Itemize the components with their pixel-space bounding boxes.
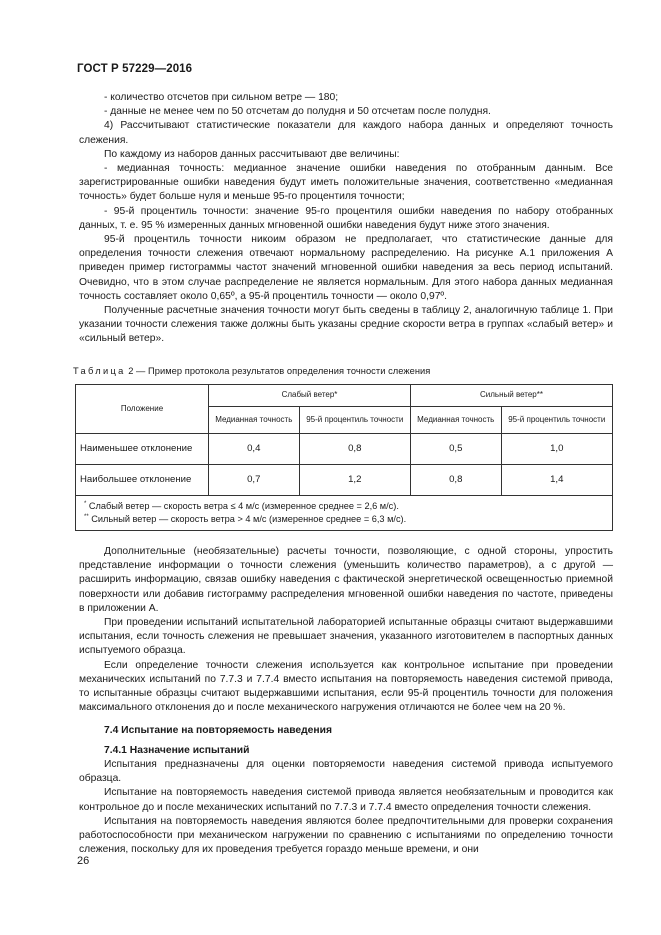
paragraph: Полученные расчетные значения точности могут быть сведены в таблицу 2, аналогичную таблице 1. При указании точности слежения также должны быть указаны средние скорости ветра в группах «слабый ветер» и «сильный ветер». xyxy=(79,305,613,345)
list-item: - данные не менее чем по 50 отсчетам до полудня и 50 отсчетам после полудня. xyxy=(104,106,491,118)
table-caption xyxy=(73,364,613,378)
footnote-text: Слабый ветер — скорость ветра ≤ 4 м/с (измеренное среднее = 2,6 м/с). xyxy=(86,500,399,511)
table-cell: 0,5 xyxy=(410,433,501,464)
table-row xyxy=(76,433,613,464)
row-label: Наименьшее отклонение xyxy=(76,433,209,464)
table-caption-text: 2 — Пример протокола результатов определения точности слежения xyxy=(125,365,431,376)
table-cell: 1,0 xyxy=(501,433,612,464)
list-item: - количество отсчетов при сильном ветре — 180; xyxy=(104,92,339,103)
table-cell: 1,4 xyxy=(501,464,612,495)
paragraph: Если определение точности слежения используется как контрольное испытание при проведении механических испытаний по 7.7.3 и 7.7.4 вместо испытания на повторяемость наведения системой привода, то испытанные образцы считают выдержавшими испытания, если 95-й процентиль точности для положения максимального отклонения до и после механического нагружения отличаются не более чем на 20 %. xyxy=(79,659,613,714)
page-body xyxy=(73,91,613,857)
row-label: Наибольшее отклонение xyxy=(76,464,209,495)
paragraph: Испытание на повторяемость наведения системой привода является необязательным и проводится как контрольное до и после механических испытаний по 7.7.3 и 7.7.4 вместо определения точности слежения. xyxy=(79,787,613,813)
footnote-mark: ** xyxy=(84,514,89,521)
table-footnote xyxy=(84,512,604,526)
column-header-p95: 95-й процентиль точности xyxy=(299,406,410,433)
paragraph: 95-й процентиль точности никоим образом не предполагает, что статистические данные для определения точности слежения отвечают нормальному распределению. На рисунке А.1 приложения А приведен пример гистограммы частот значений мгновенной ошибки наведения за весь период испытаний. Очевидно, что в этом случае распределение не является нормальным. Для этого набора данных медианная точность составляет около 0,65º, а 95-й процентиль точности — около 0,97º. xyxy=(79,234,613,302)
column-group-weak-wind: Слабый ветер* xyxy=(209,384,411,406)
footnote-mark: * xyxy=(84,500,87,507)
table-notes-row xyxy=(76,495,613,530)
table-header-row xyxy=(76,384,613,406)
table-cell: 0,4 xyxy=(209,433,300,464)
column-header-median: Медианная точность xyxy=(209,406,300,433)
table-caption-prefix: Таблица xyxy=(73,365,126,376)
paragraph: Испытания на повторяемость наведения являются более предпочтительными для проверки сохранения работоспособности при механическом нагружении по сравнению с испытаниями по определению точности слежения, поскольку для их проведения требуется гораздо меньше времени, и они xyxy=(79,815,613,856)
list-item: - медианная точность: медианное значение ошибки наведения по отобранным данным. Все зарегистрированные ошибки наведения будут иметь положительные значения, соответственно «медианная точность» будет больше нуля и меньше 95-го процентиля точности; xyxy=(79,163,613,203)
table-cell: 1,2 xyxy=(299,464,410,495)
table-cell: 0,7 xyxy=(209,464,300,495)
section-heading: 7.4 Испытание на повторяемость наведения xyxy=(104,725,332,737)
table-notes xyxy=(76,495,613,530)
document-header: ГОСТ Р 57229—2016 xyxy=(77,63,193,75)
list-item: - 95-й процентиль точности: значение 95-го процентиля ошибки наведения по набору отобранных данных, т. е. 95 % измеренных данных мгновенной ошибки наведения будут ниже этого значения. xyxy=(79,205,613,231)
table-row xyxy=(76,464,613,495)
footnote-text: Сильный ветер — скорость ветра > 4 м/с (измеренное среднее = 6,3 м/с). xyxy=(88,514,407,525)
column-header-p95: 95-й процентиль точности xyxy=(501,406,612,433)
page-number: 26 xyxy=(77,855,90,867)
paragraph: При проведении испытаний испытательной лабораторией испытанные образцы считают выдержавшими испытания, если точность слежения не превышает значения, указанного изготовителем в паспортных данных испытуемого образца. xyxy=(79,617,613,657)
paragraph: 4) Рассчитывают статистические показатели для каждого набора данных и определяют точность слежения. xyxy=(79,120,613,146)
column-group-strong-wind: Сильный ветер** xyxy=(410,384,612,406)
paragraph: Дополнительные (необязательные) расчеты точности, позволяющие, с одной стороны, упростить представление информации о точности слежения (уменьшить количество параметров), а с другой — расширить информацию, связав ошибку наведения с фактической энергетической освещенностью приемной поверхности или добавив гистограмму распределения мгновенной ошибки наведения по частоте, приведены в приложении А. xyxy=(79,546,613,614)
column-header-median: Медианная точность xyxy=(410,406,501,433)
subsection-heading: 7.4.1 Назначение испытаний xyxy=(104,744,250,756)
paragraph: Испытания предназначены для оценки повторяемости наведения системой привода испытуемого образца. xyxy=(79,758,613,785)
paragraph: По каждому из наборов данных рассчитывают две величины: xyxy=(104,148,400,160)
table-cell: 0,8 xyxy=(410,464,501,495)
table-footnote xyxy=(84,499,604,513)
column-header-position: Положение xyxy=(76,384,209,433)
table-cell: 0,8 xyxy=(299,433,410,464)
results-table xyxy=(75,384,613,531)
